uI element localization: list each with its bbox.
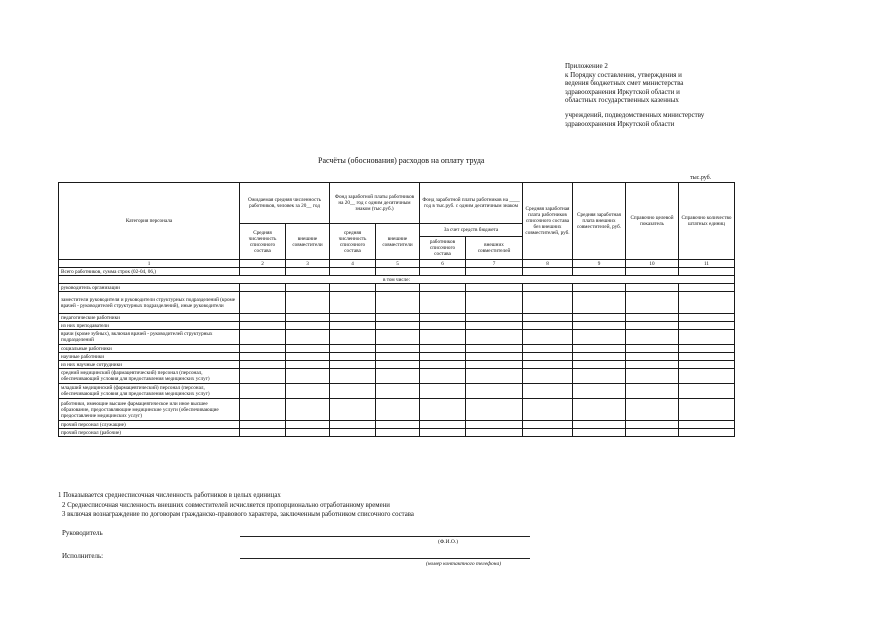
column-number: 9 <box>573 260 626 268</box>
table-cell <box>679 330 735 345</box>
column-number: 11 <box>679 260 735 268</box>
table-cell <box>330 421 376 429</box>
table-cell <box>376 268 420 276</box>
table-cell <box>286 268 330 276</box>
table-cell <box>626 361 679 369</box>
table-cell <box>626 345 679 353</box>
table-row <box>59 345 735 353</box>
table-cell <box>573 284 626 292</box>
head-hint: (Ф.И.О.) <box>438 539 459 545</box>
row-category-label: младший медицинский (фармацевтический) персонал (персонал, обеспечивающий условия для предоставления медицинских услуг) <box>59 384 240 399</box>
table-cell <box>240 292 286 314</box>
total-row <box>59 268 735 276</box>
table-cell <box>376 429 420 437</box>
table-cell <box>626 353 679 361</box>
table-cell <box>240 369 286 384</box>
table-cell <box>679 322 735 330</box>
executor-signature-line <box>240 558 530 559</box>
table-cell <box>286 330 330 345</box>
table-cell <box>679 284 735 292</box>
header-ref-rate: Справочно целевой показатель <box>626 183 679 260</box>
table-cell <box>573 384 626 399</box>
appendix-line: здравоохранения Иркутской области и <box>565 87 680 96</box>
table-cell <box>679 314 735 322</box>
header-avg-salary-ext: Средняя заработная плата внешних совместителей, руб. <box>573 183 626 260</box>
appendix-line: областных государственных казенных <box>565 96 679 105</box>
table-cell <box>523 399 573 421</box>
footnote: 2 Среднесписочная численность внешних совместителей исчисляется пропорционально отработанному времени <box>62 501 390 509</box>
table-cell <box>240 361 286 369</box>
row-category-label: врачи (кроме зубных), включая врачей - руководителей структурных подразделений <box>59 330 240 345</box>
column-number: 4 <box>330 260 376 268</box>
column-number: 6 <box>420 260 466 268</box>
table-cell <box>573 429 626 437</box>
table-cell <box>466 345 523 353</box>
table-cell <box>626 399 679 421</box>
table-cell <box>523 330 573 345</box>
table-cell <box>626 429 679 437</box>
table-cell <box>573 345 626 353</box>
row-category-label: из них преподаватели <box>59 322 240 330</box>
footnotes <box>58 491 414 520</box>
table-cell <box>376 314 420 322</box>
table-cell <box>240 314 286 322</box>
table-cell <box>330 361 376 369</box>
table-cell <box>573 330 626 345</box>
table-row <box>59 353 735 361</box>
header-avg-payroll: Средняя численность списочного состава <box>240 224 286 260</box>
table-cell <box>573 361 626 369</box>
table-cell <box>286 399 330 421</box>
table-cell <box>376 292 420 314</box>
table-cell <box>330 284 376 292</box>
head-signature-line <box>240 536 530 537</box>
table-cell <box>286 429 330 437</box>
header-external: внешние совместители <box>286 224 330 260</box>
row-category-label: руководитель организации <box>59 284 240 292</box>
table-cell <box>573 399 626 421</box>
document-title: Расчёты (обоснования) расходов на оплату труда <box>318 156 485 165</box>
header-budget-account: За счет средств бюджета <box>420 224 523 237</box>
table-cell <box>286 292 330 314</box>
table-cell <box>466 421 523 429</box>
table-cell <box>466 330 523 345</box>
including-label: в том числе: <box>59 276 735 284</box>
column-number: 3 <box>286 260 330 268</box>
row-category-label: из них научные сотрудники <box>59 361 240 369</box>
table-cell <box>466 429 523 437</box>
table-cell <box>286 369 330 384</box>
table-cell <box>240 284 286 292</box>
table-cell <box>286 345 330 353</box>
table-cell <box>466 399 523 421</box>
header-fund-fixed: Фонд заработной платы работников на 20__ год с одним десятичным знаком (тыс.руб.) <box>330 183 420 224</box>
table-cell <box>523 292 573 314</box>
header-budget-ext: внешних совместителей <box>466 237 523 260</box>
units-label: тыс.руб. <box>690 175 712 181</box>
table-cell <box>240 384 286 399</box>
table-cell <box>626 314 679 322</box>
table-cell <box>286 384 330 399</box>
table-cell <box>573 421 626 429</box>
table-cell <box>523 384 573 399</box>
table-cell <box>679 268 735 276</box>
table-cell <box>420 284 466 292</box>
table-cell <box>330 399 376 421</box>
table-cell <box>573 268 626 276</box>
table-cell <box>420 268 466 276</box>
table-cell <box>626 284 679 292</box>
table-cell <box>330 345 376 353</box>
table-cell <box>286 353 330 361</box>
executor-label: Исполнитель: <box>62 552 104 560</box>
table-row <box>59 322 735 330</box>
table-cell <box>679 429 735 437</box>
table-cell <box>420 399 466 421</box>
footnote: 1 Показывается среднесписочная численность работников в целых единицах <box>58 492 281 499</box>
table-cell <box>626 369 679 384</box>
table-row <box>59 384 735 399</box>
table-cell <box>330 314 376 322</box>
table-row <box>59 314 735 322</box>
column-number: 1 <box>59 260 240 268</box>
table-cell <box>523 314 573 322</box>
head-label: Руководитель <box>62 529 103 537</box>
table-cell <box>679 361 735 369</box>
table-cell <box>679 421 735 429</box>
executor-hint: (номер контактного телефона) <box>426 561 502 567</box>
table-cell <box>286 314 330 322</box>
table-cell <box>466 284 523 292</box>
table-cell <box>240 345 286 353</box>
column-number: 5 <box>376 260 420 268</box>
column-number: 7 <box>466 260 523 268</box>
table-cell <box>376 399 420 421</box>
appendix-note <box>565 62 780 128</box>
row-category-label: средний медицинский (фармацевтический) персонал (персонал, обеспечивающий условия для предоставления медицинских услуг) <box>59 369 240 384</box>
appendix-line: ведения бюджетных смет министерства <box>565 79 684 88</box>
table-cell <box>330 353 376 361</box>
table-cell <box>240 353 286 361</box>
table-cell <box>420 429 466 437</box>
table-cell <box>376 330 420 345</box>
table-cell <box>420 292 466 314</box>
row-category-label: социальные работники <box>59 345 240 353</box>
table-cell <box>420 330 466 345</box>
table-cell <box>466 322 523 330</box>
table-cell <box>679 345 735 353</box>
table-cell <box>376 369 420 384</box>
table-row <box>59 399 735 421</box>
table-cell <box>376 361 420 369</box>
table-cell <box>240 330 286 345</box>
table-cell <box>420 345 466 353</box>
header-ref-units: Справочно количество штатных единиц <box>679 183 735 260</box>
table-cell <box>376 421 420 429</box>
column-number: 2 <box>240 260 286 268</box>
table-cell <box>523 322 573 330</box>
table-cell <box>330 292 376 314</box>
table-cell <box>626 268 679 276</box>
table-cell <box>466 361 523 369</box>
table-cell <box>679 369 735 384</box>
row-category-label: работники, имеющие высшее фармацевтическое или иное высшее образование, предоставляющие медицинские услуги (обеспечивающие предоставление медицинских услуг) <box>59 399 240 421</box>
table-cell <box>420 384 466 399</box>
table-cell <box>420 314 466 322</box>
table-cell <box>626 322 679 330</box>
table-cell <box>466 369 523 384</box>
header-budget-avg: работников списочного состава <box>420 237 466 260</box>
table-row <box>59 369 735 384</box>
column-number: 10 <box>626 260 679 268</box>
table-cell <box>330 268 376 276</box>
table-cell <box>626 330 679 345</box>
table-cell <box>679 399 735 421</box>
row-category-label: педагогические работники <box>59 314 240 322</box>
header-avg-salary: Средняя заработная плата работников списочного состава без внешних совместителей, руб. <box>523 183 573 260</box>
table-cell <box>523 429 573 437</box>
table-cell <box>376 353 420 361</box>
table-cell <box>523 369 573 384</box>
table-row <box>59 284 735 292</box>
appendix-line: Приложение 2 <box>565 62 608 70</box>
table-cell <box>286 361 330 369</box>
table-cell <box>466 353 523 361</box>
table-row <box>59 429 735 437</box>
table-cell <box>376 322 420 330</box>
table-cell <box>523 284 573 292</box>
table-cell <box>286 284 330 292</box>
table-cell <box>420 353 466 361</box>
table-cell <box>330 322 376 330</box>
table-cell <box>626 421 679 429</box>
column-number: 8 <box>523 260 573 268</box>
table-cell <box>330 429 376 437</box>
appendix-line: к Порядку составления, утверждения и <box>565 70 682 79</box>
table-cell <box>523 421 573 429</box>
table-row <box>59 292 735 314</box>
payroll-calculation-table <box>58 182 735 437</box>
table-cell <box>240 421 286 429</box>
total-row-label: Всего работников, сумма строк (02-04, 06,) <box>59 268 240 276</box>
table-cell <box>286 322 330 330</box>
row-category-label: научные работники <box>59 353 240 361</box>
table-cell <box>466 384 523 399</box>
table-cell <box>466 314 523 322</box>
table-row <box>59 361 735 369</box>
column-number-row <box>59 260 735 268</box>
table-cell <box>240 399 286 421</box>
table-cell <box>626 384 679 399</box>
table-cell <box>286 421 330 429</box>
header-fund-ext: внешние совместители <box>376 224 420 260</box>
table-cell <box>679 384 735 399</box>
table-cell <box>573 314 626 322</box>
table-cell <box>330 369 376 384</box>
table-cell <box>420 421 466 429</box>
table-cell <box>376 384 420 399</box>
table-cell <box>573 353 626 361</box>
table-cell <box>523 361 573 369</box>
table-cell <box>466 292 523 314</box>
table-cell <box>523 353 573 361</box>
table-cell <box>240 322 286 330</box>
table-cell <box>330 330 376 345</box>
table-row <box>59 421 735 429</box>
table-cell <box>240 268 286 276</box>
header-fund-budget: Фонд заработной платы работников на ____ год в тыс.руб. с одним десятичным знаком <box>420 183 523 224</box>
row-category-label: заместители руководителя и руководители структурных подразделений (кроме врачей - руководителей структурных подразделений), иные руководители <box>59 292 240 314</box>
table-cell <box>330 384 376 399</box>
table-cell <box>376 345 420 353</box>
table-cell <box>420 369 466 384</box>
header-category: Категория персонала <box>59 183 240 260</box>
row-category-label: прочий персонал (рабочие) <box>59 429 240 437</box>
table-cell <box>240 429 286 437</box>
table-cell <box>420 361 466 369</box>
header-fund-avg: средняя численность списочного состава <box>330 224 376 260</box>
table-cell <box>523 268 573 276</box>
table-cell <box>679 292 735 314</box>
row-category-label: прочий персонал (служащие) <box>59 421 240 429</box>
table-cell <box>466 268 523 276</box>
table-cell <box>573 322 626 330</box>
table-cell <box>420 322 466 330</box>
table-cell <box>626 292 679 314</box>
table-cell <box>679 353 735 361</box>
table-cell <box>376 284 420 292</box>
header-avg-headcount: Ожидаемая средняя численность работников, человек за 20__ год <box>240 183 330 224</box>
footnote: 3 включая вознаграждение по договорам гражданско-правового характера, заключенным работником списочного состава <box>62 511 414 518</box>
table-cell <box>523 345 573 353</box>
table-cell <box>573 292 626 314</box>
appendix-line: учреждений, подведомственных министерству <box>565 110 705 119</box>
table-cell <box>573 369 626 384</box>
table-row <box>59 330 735 345</box>
appendix-line: здравоохранения Иркутской области <box>565 119 675 128</box>
